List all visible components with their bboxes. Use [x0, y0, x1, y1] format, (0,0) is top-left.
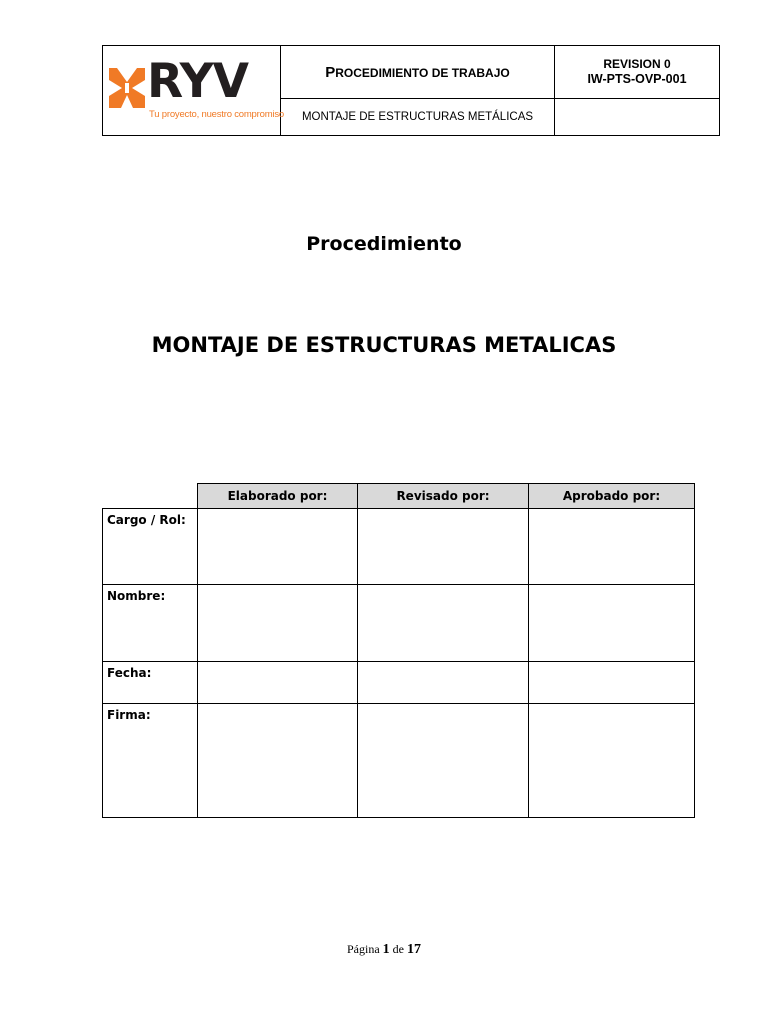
company-logo	[103, 46, 284, 135]
page-current: 1	[382, 942, 390, 957]
row-header-firma: Firma:	[103, 704, 198, 818]
procedure-title	[281, 46, 555, 99]
firma-aprobado-cell[interactable]	[529, 704, 695, 818]
revision-label: REVISION 0	[603, 57, 671, 71]
column-header-revisado: Revisado por:	[358, 484, 529, 509]
fecha-elaborado-cell[interactable]	[198, 662, 358, 704]
document-header	[102, 45, 720, 136]
logo-cell	[103, 46, 284, 136]
fecha-aprobado-cell[interactable]	[529, 662, 695, 704]
row-header-fecha: Fecha:	[103, 662, 198, 704]
table-row	[103, 704, 695, 818]
logo-wordmark: RYV	[147, 54, 249, 109]
page-total: 17	[407, 942, 421, 957]
column-header-aprobado: Aprobado por:	[529, 484, 695, 509]
empty-header-cell	[555, 99, 720, 136]
nombre-aprobado-cell[interactable]	[529, 585, 695, 662]
document-title: MONTAJE DE ESTRUCTURAS METALICAS	[151, 333, 617, 357]
table-row	[103, 509, 695, 585]
document-kind: Procedimiento	[306, 233, 462, 255]
procedure-title-rest: ROCEDIMIENTO DE TRABAJO	[335, 65, 510, 80]
corner-cell	[103, 484, 198, 509]
page-word: Página	[347, 942, 380, 956]
procedure-title-initial: P	[325, 63, 336, 81]
cargo-revisado-cell[interactable]	[358, 509, 529, 585]
approval-table	[102, 483, 695, 818]
logo-tagline: Tu proyecto, nuestro compromiso	[149, 109, 284, 120]
page-footer	[0, 942, 768, 958]
revision-cell	[555, 46, 720, 99]
cargo-aprobado-cell[interactable]	[529, 509, 695, 585]
firma-elaborado-cell[interactable]	[198, 704, 358, 818]
row-header-nombre: Nombre:	[103, 585, 198, 662]
of-word: de	[392, 942, 404, 956]
table-row	[103, 662, 695, 704]
document-code: IW-PTS-OVP-001	[587, 72, 687, 86]
procedure-subtitle: MONTAJE DE ESTRUCTURAS METÁLICAS	[281, 99, 555, 136]
nombre-elaborado-cell[interactable]	[198, 585, 358, 662]
table-row	[103, 585, 695, 662]
logo-mark-icon	[109, 68, 145, 108]
column-header-elaborado: Elaborado por:	[198, 484, 358, 509]
cargo-elaborado-cell[interactable]	[198, 509, 358, 585]
fecha-revisado-cell[interactable]	[358, 662, 529, 704]
nombre-revisado-cell[interactable]	[358, 585, 529, 662]
firma-revisado-cell[interactable]	[358, 704, 529, 818]
row-header-cargo: Cargo / Rol:	[103, 509, 198, 585]
